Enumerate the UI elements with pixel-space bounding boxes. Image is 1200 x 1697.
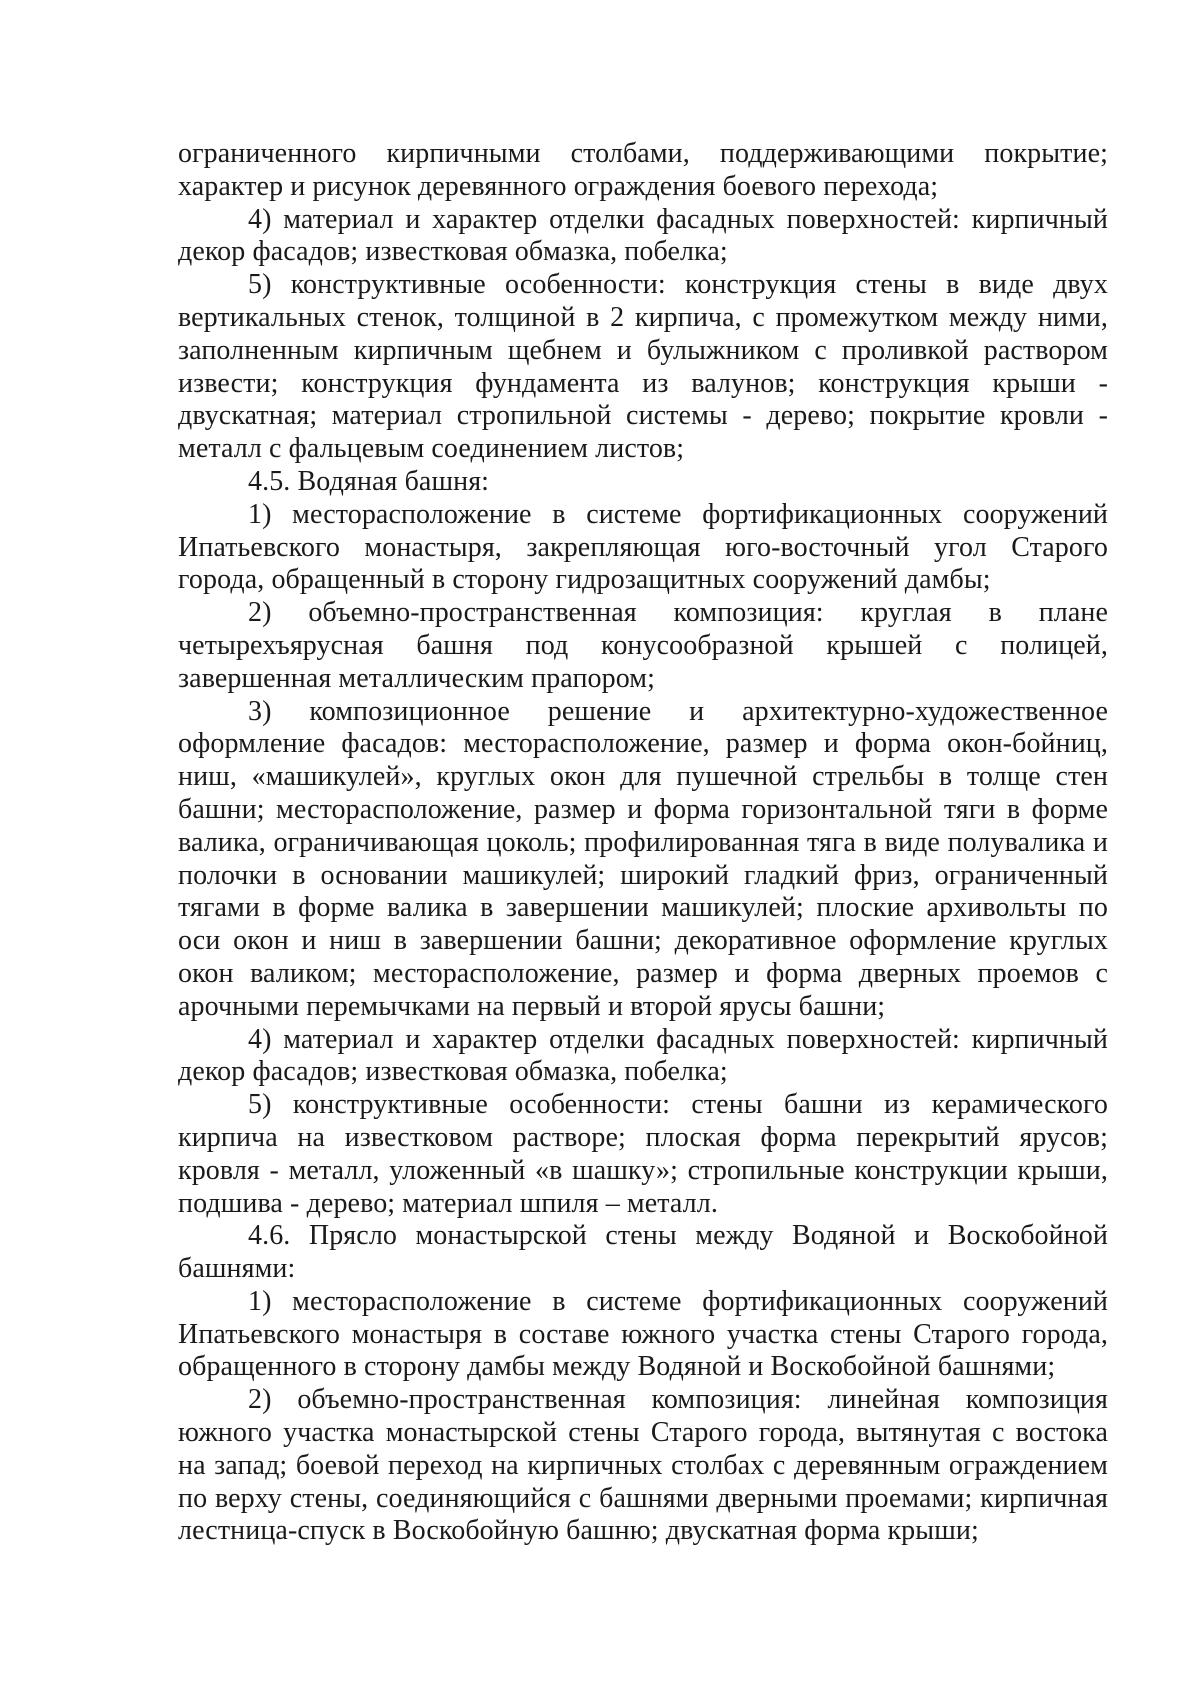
paragraph-item-1-location: 1) месторасположение в системе фортификационных сооружений Ипатьевского монастыря в составе южного участка стены Старого города, обращенного в сторону дамбы между Водяной и Воскобойной башнями;: [178, 1285, 1108, 1383]
paragraph-item-5-construction: 5) конструктивные особенности: конструкция стены в виде двух вертикальных стенок, толщиной в 2 кирпича, с промежутком между ними, заполненным кирпичным щебнем и булыжником с проливкой раствором извести; конструкция фундамента из валунов; конструкция крыши - двускатная; материал стропильной системы - дерево; покрытие кровли - металл с фальцевым соединением листов;: [178, 269, 1108, 465]
paragraph-item-5-construction: 5) конструктивные особенности: стены башни из керамического кирпича на известковом растворе; плоская форма перекрытий ярусов; кровля - металл, уложенный «в шашку»; стропильные конструкции крыши, подшива - дерево; материал шпиля – металл.: [178, 1089, 1108, 1219]
paragraph-item-3-facades: 3) композиционное решение и архитектурно-художественное оформление фасадов: месторасположение, размер и форма окон-бойниц, ниш, «машикулей», круглых окон для пушечной стрельбы в толще стен башни; месторасположение, размер и форма горизонтальной тяги в форме валика, ограничивающая цоколь; профилированная тяга в виде полувалика и полочки в основании машикулей; широкий гладкий фриз, ограниченный тягами в форме валика в завершении машикулей; плоские архивольты по оси окон и ниш в завершении башни; декоративное оформление круглых окон валиком; месторасположение, размер и форма дверных проемов с арочными перемычками на первый и второй ярусы башни;: [178, 695, 1108, 1022]
paragraph-continuation: ограниченного кирпичными столбами, поддерживающими покрытие; характер и рисунок деревянного ограждения боевого перехода;: [178, 138, 1108, 202]
section-heading-4-6: 4.6. Прясло монастырской стены между Водяной и Воскобойной башнями:: [178, 1220, 1108, 1285]
paragraph-item-1-location: 1) месторасположение в системе фортификационных сооружений Ипатьевского монастыря, закрепляющая юго-восточный угол Старого города, обращенный в сторону гидрозащитных сооружений дамбы;: [178, 498, 1108, 596]
paragraph-item-4-finishing: 4) материал и характер отделки фасадных поверхностей: кирпичный декор фасадов; известковая обмазка, побелка;: [178, 203, 1108, 268]
section-heading-4-5: 4.5. Водяная башня:: [248, 465, 490, 497]
paragraph-item-2-composition: 2) объемно-пространственная композиция: линейная композиция южного участка монастырской стены Старого города, вытянутая с востока на запад; боевой переход на кирпичных столбах с деревянным ограждением по верху стены, соединяющийся с башнями дверными проемами; кирпичная лестница-спуск в Воскобойную башню; двускатная форма крыши;: [178, 1384, 1108, 1547]
document-page: [178, 138, 1108, 1548]
paragraph-item-4-finishing: 4) материал и характер отделки фасадных поверхностей: кирпичный декор фасадов; известковая обмазка, побелка;: [178, 1023, 1108, 1088]
paragraph-item-2-composition: 2) объемно-пространственная композиция: круглая в плане четырехъярусная башня под конусообразной крышей с полицей, завершенная металлическим прапором;: [178, 597, 1108, 694]
